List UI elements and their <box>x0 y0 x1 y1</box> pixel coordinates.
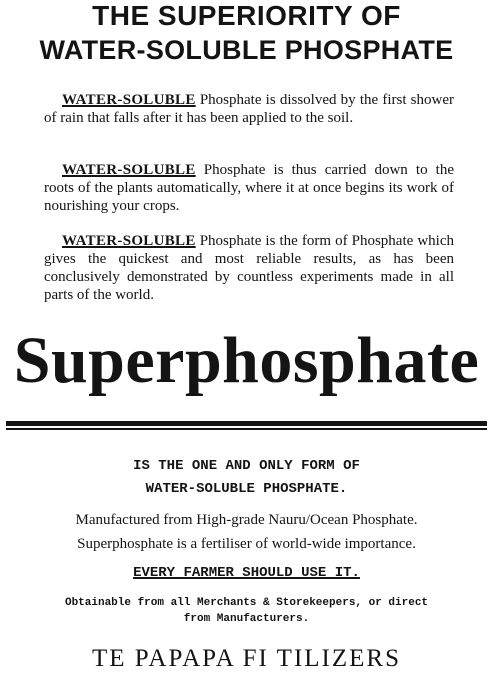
paragraph-text: Phosphate is dissolved by the first shower of rain that falls after it has been applied to the soil. <box>44 92 454 126</box>
paragraph-form <box>44 232 454 304</box>
obtainable-line-2: from Manufacturers. <box>183 613 310 625</box>
call-to-action: EVERY FARMER SHOULD USE IT. <box>133 565 360 581</box>
paragraph-lead: WATER-SOLUBLE <box>62 92 196 108</box>
tagline-line-1: IS THE ONE AND ONLY FORM OF <box>133 458 360 474</box>
company-name: TE PAPAPA FI TILIZERS <box>92 645 401 672</box>
paragraph-carried <box>44 161 454 215</box>
obtainable-line-1: Obtainable from all Merchants & Storekeepers, or direct <box>64 597 429 609</box>
divider-rule-thin <box>6 428 487 430</box>
headline-line-2: WATER-SOLUBLE PHOSPHATE <box>39 35 454 65</box>
tagline-line-2: WATER-SOLUBLE PHOSPHATE. <box>145 481 348 497</box>
manufactured-line: Manufactured from High-grade Nauru/Ocean Phosphate. <box>75 512 418 528</box>
product-name: Superphosphate <box>13 324 480 397</box>
divider-rule <box>6 421 487 426</box>
paragraph-text: Phosphate is thus carried down to the roots of the plants automatically, where it at once begins its work of nourishing your crops. <box>44 162 454 214</box>
paragraph-dissolved <box>44 91 454 127</box>
paragraph-lead: WATER-SOLUBLE <box>62 162 196 178</box>
paragraph-lead: WATER-SOLUBLE <box>62 233 196 249</box>
paragraph-text: Phosphate is the form of Phosphate which gives the quickest and most reliable results, as has been conclusively demonstrated by countless experiments made in all parts of the world. <box>44 233 455 303</box>
fertiliser-line: Superphosphate is a fertiliser of world-wide importance. <box>77 536 416 552</box>
headline-line-1: THE SUPERIORITY OF <box>92 0 401 31</box>
